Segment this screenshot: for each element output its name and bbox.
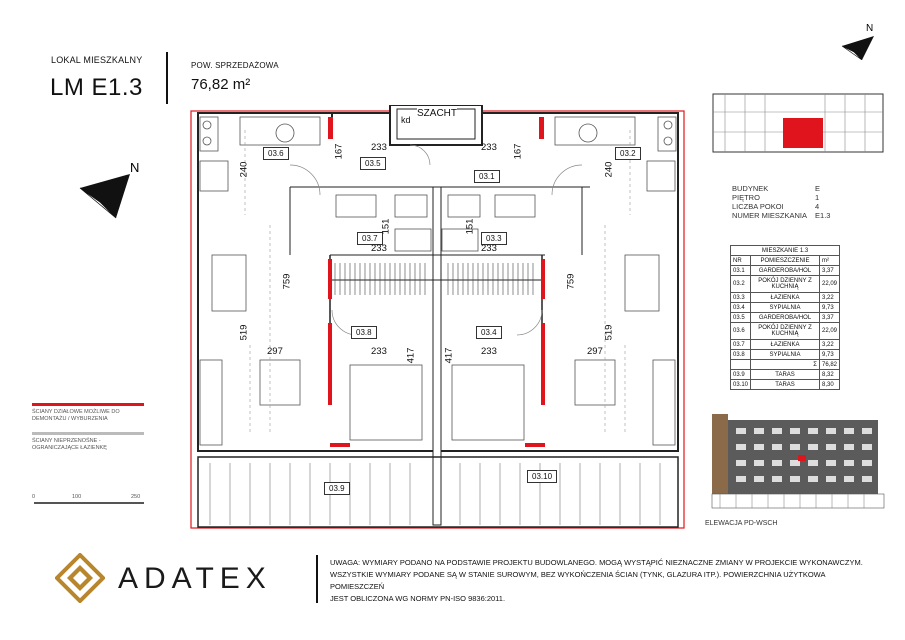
cell-area: 3,22 [819,293,839,303]
note-line-3: JEST OBLICZONA WG NORMY PN-ISO 9836:2011. [330,594,506,603]
cell-area: 8,30 [819,380,839,390]
cell-area: 3,22 [819,340,839,350]
dim-297-left: 297 [267,346,283,357]
info-label: BUDYNEK [732,184,769,193]
elevation-label: ELEWACJA PD-WSCH [705,520,778,527]
info-value: E [815,184,821,193]
scale-label-0: 0 [32,494,36,500]
dim-151-left: 151 [380,218,392,235]
room-label-03-6: 03.6 [263,147,289,160]
table-head-nr: NR [731,256,751,266]
dim-240-left: 240 [238,161,250,178]
cell-name: TARAS [751,370,820,380]
room-label-03-4: 03.4 [476,326,502,339]
cell-nr: 03.8 [731,350,751,360]
cell-name: GARDEROBA/HOL [751,266,820,276]
room-label-03-9: 03.9 [324,482,350,495]
dim-233-mid-right: 233 [481,243,497,254]
header-divider [166,52,168,104]
room-label-03-5: 03.5 [360,157,386,170]
cell-nr: 03.10 [731,380,751,390]
dim-759-left: 759 [281,273,293,290]
legend-demolition-text: ŚCIANY DZIAŁOWE MOŻLIWE DO DEMONTAŻU / WYBURZENIA [32,409,120,422]
key-plan [705,88,885,156]
cell-name: ŁAZIENKA [751,340,820,350]
cell-nr: 03.6 [731,323,751,340]
building-elevation [706,410,886,518]
note-line-2: WSZYSTKIE WYMIARY PODANE SĄ W STANIE SUROWYM, BEZ WYKOŃCZENIA ŚCIAN (TYNK, GLAZURA ITP.). POWIERZCHNIA UŻYTKOWA POMIESZCZEŃ [330,570,826,591]
scale-label-100: 100 [72,494,82,500]
dim-167-left: 167 [333,143,345,160]
room-label-03-7: 03.7 [357,232,383,245]
room-area-table [730,245,840,390]
cell-nr: 03.1 [731,266,751,276]
info-label: LICZBA POKOI [732,202,784,211]
dim-233-mid-left: 233 [371,243,387,254]
table-row [731,303,840,313]
scale-label-250: 250 [131,494,141,500]
unit-code: LM E1.3 [50,74,143,101]
apartment-info [728,184,834,220]
area-value: 76,82 m² [191,76,251,93]
unit-type-label: LOKAL MIESZKALNY [51,55,143,65]
table-row [731,293,840,303]
info-label: NUMER MIESZKANIA [732,211,808,220]
cell-name: ŁAZIENKA [751,293,820,303]
table-row [731,266,840,276]
compass-small-icon [838,18,878,60]
cell-nr: 03.2 [731,276,751,293]
dim-519-left: 519 [238,324,250,341]
kd-label: kd [401,115,411,125]
dim-233-low-right: 233 [481,346,497,357]
area-label: POW. SPRZEDAŻOWA [191,61,279,70]
cell-area: 8,32 [819,370,839,380]
cell-nr: 03.3 [731,293,751,303]
dim-233-top-left: 233 [371,142,387,153]
table-sum-row [731,360,840,370]
room-label-03-3: 03.3 [481,232,507,245]
scale-bar [34,502,144,504]
table-row [731,323,840,340]
cell-name: POKÓJ DZIENNY Z KUCHNIĄ [751,276,820,293]
cell-name: POKÓJ DZIENNY Z KUCHNIĄ [751,323,820,340]
cell-area: 9,73 [819,350,839,360]
brand-name: ADATEX [118,562,272,595]
table-title: MIESZKANIE 1.3 [731,246,840,256]
dim-233-low-left: 233 [371,346,387,357]
legend-grey-bar [32,432,144,435]
dim-233-top-right: 233 [481,142,497,153]
note-line-1: UWAGA: WYMIARY PODANO NA PODSTAWIE PROJEKTU BUDOWLANEGO. MOGĄ WYSTĄPIĆ NIEZNACZNE ZMIANY W PROJEKCIE WYKONAWCZYM. [330,558,863,567]
info-value: 4 [815,202,820,211]
info-value: 1 [815,193,820,202]
sum-value: 76,82 [819,360,839,370]
dim-519-right: 519 [603,324,615,341]
compass-icon [72,158,152,228]
dim-417-left: 417 [405,347,417,364]
table-row [731,370,840,380]
dim-417-right: 417 [443,347,455,364]
brand-logo-icon [55,553,105,603]
cell-nr: 03.4 [731,303,751,313]
dim-759-right: 759 [565,273,577,290]
footer-notes [330,557,870,605]
sum-symbol: Σ [751,360,820,370]
table-head-name: POMIESZCZENIE [751,256,820,266]
dim-240-right: 240 [603,161,615,178]
cell-name: GARDEROBA/HOL [751,313,820,323]
cell-name: SYPIALNIA [751,303,820,313]
table-row [731,350,840,360]
info-value: E1.3 [815,211,831,220]
cell-nr: 03.9 [731,370,751,380]
legend-structural-text: ŚCIANY NIEPRZENOŚNE - OGRANICZAJĄCE ŁAZIENKĘ [32,438,107,451]
dim-151-right: 151 [464,218,476,235]
footer-divider [316,555,318,603]
table-row [731,380,840,390]
room-label-03-2: 03.2 [615,147,641,160]
room-label-03-8: 03.8 [351,326,377,339]
room-label-03-1: 03.1 [474,170,500,183]
shaft-label: SZACHT [417,108,457,119]
compass-letter: N [130,160,140,175]
dim-167-right: 167 [512,143,524,160]
table-head-unit: m² [819,256,839,266]
cell-area: 22,09 [819,276,839,293]
compass-small-letter: N [866,23,874,34]
table-row [731,340,840,350]
dim-297-right: 297 [587,346,603,357]
table-row [731,276,840,293]
info-label: PIĘTRO [732,193,760,202]
cell-area: 3,37 [819,313,839,323]
room-label-03-10: 03.10 [527,470,557,483]
cell-name: SYPIALNIA [751,350,820,360]
cell-area: 22,09 [819,323,839,340]
legend-red-bar [32,403,144,406]
cell-name: TARAS [751,380,820,390]
table-row [731,313,840,323]
cell-area: 9,73 [819,303,839,313]
cell-area: 3,37 [819,266,839,276]
cell-nr: 03.7 [731,340,751,350]
cell-nr: 03.5 [731,313,751,323]
